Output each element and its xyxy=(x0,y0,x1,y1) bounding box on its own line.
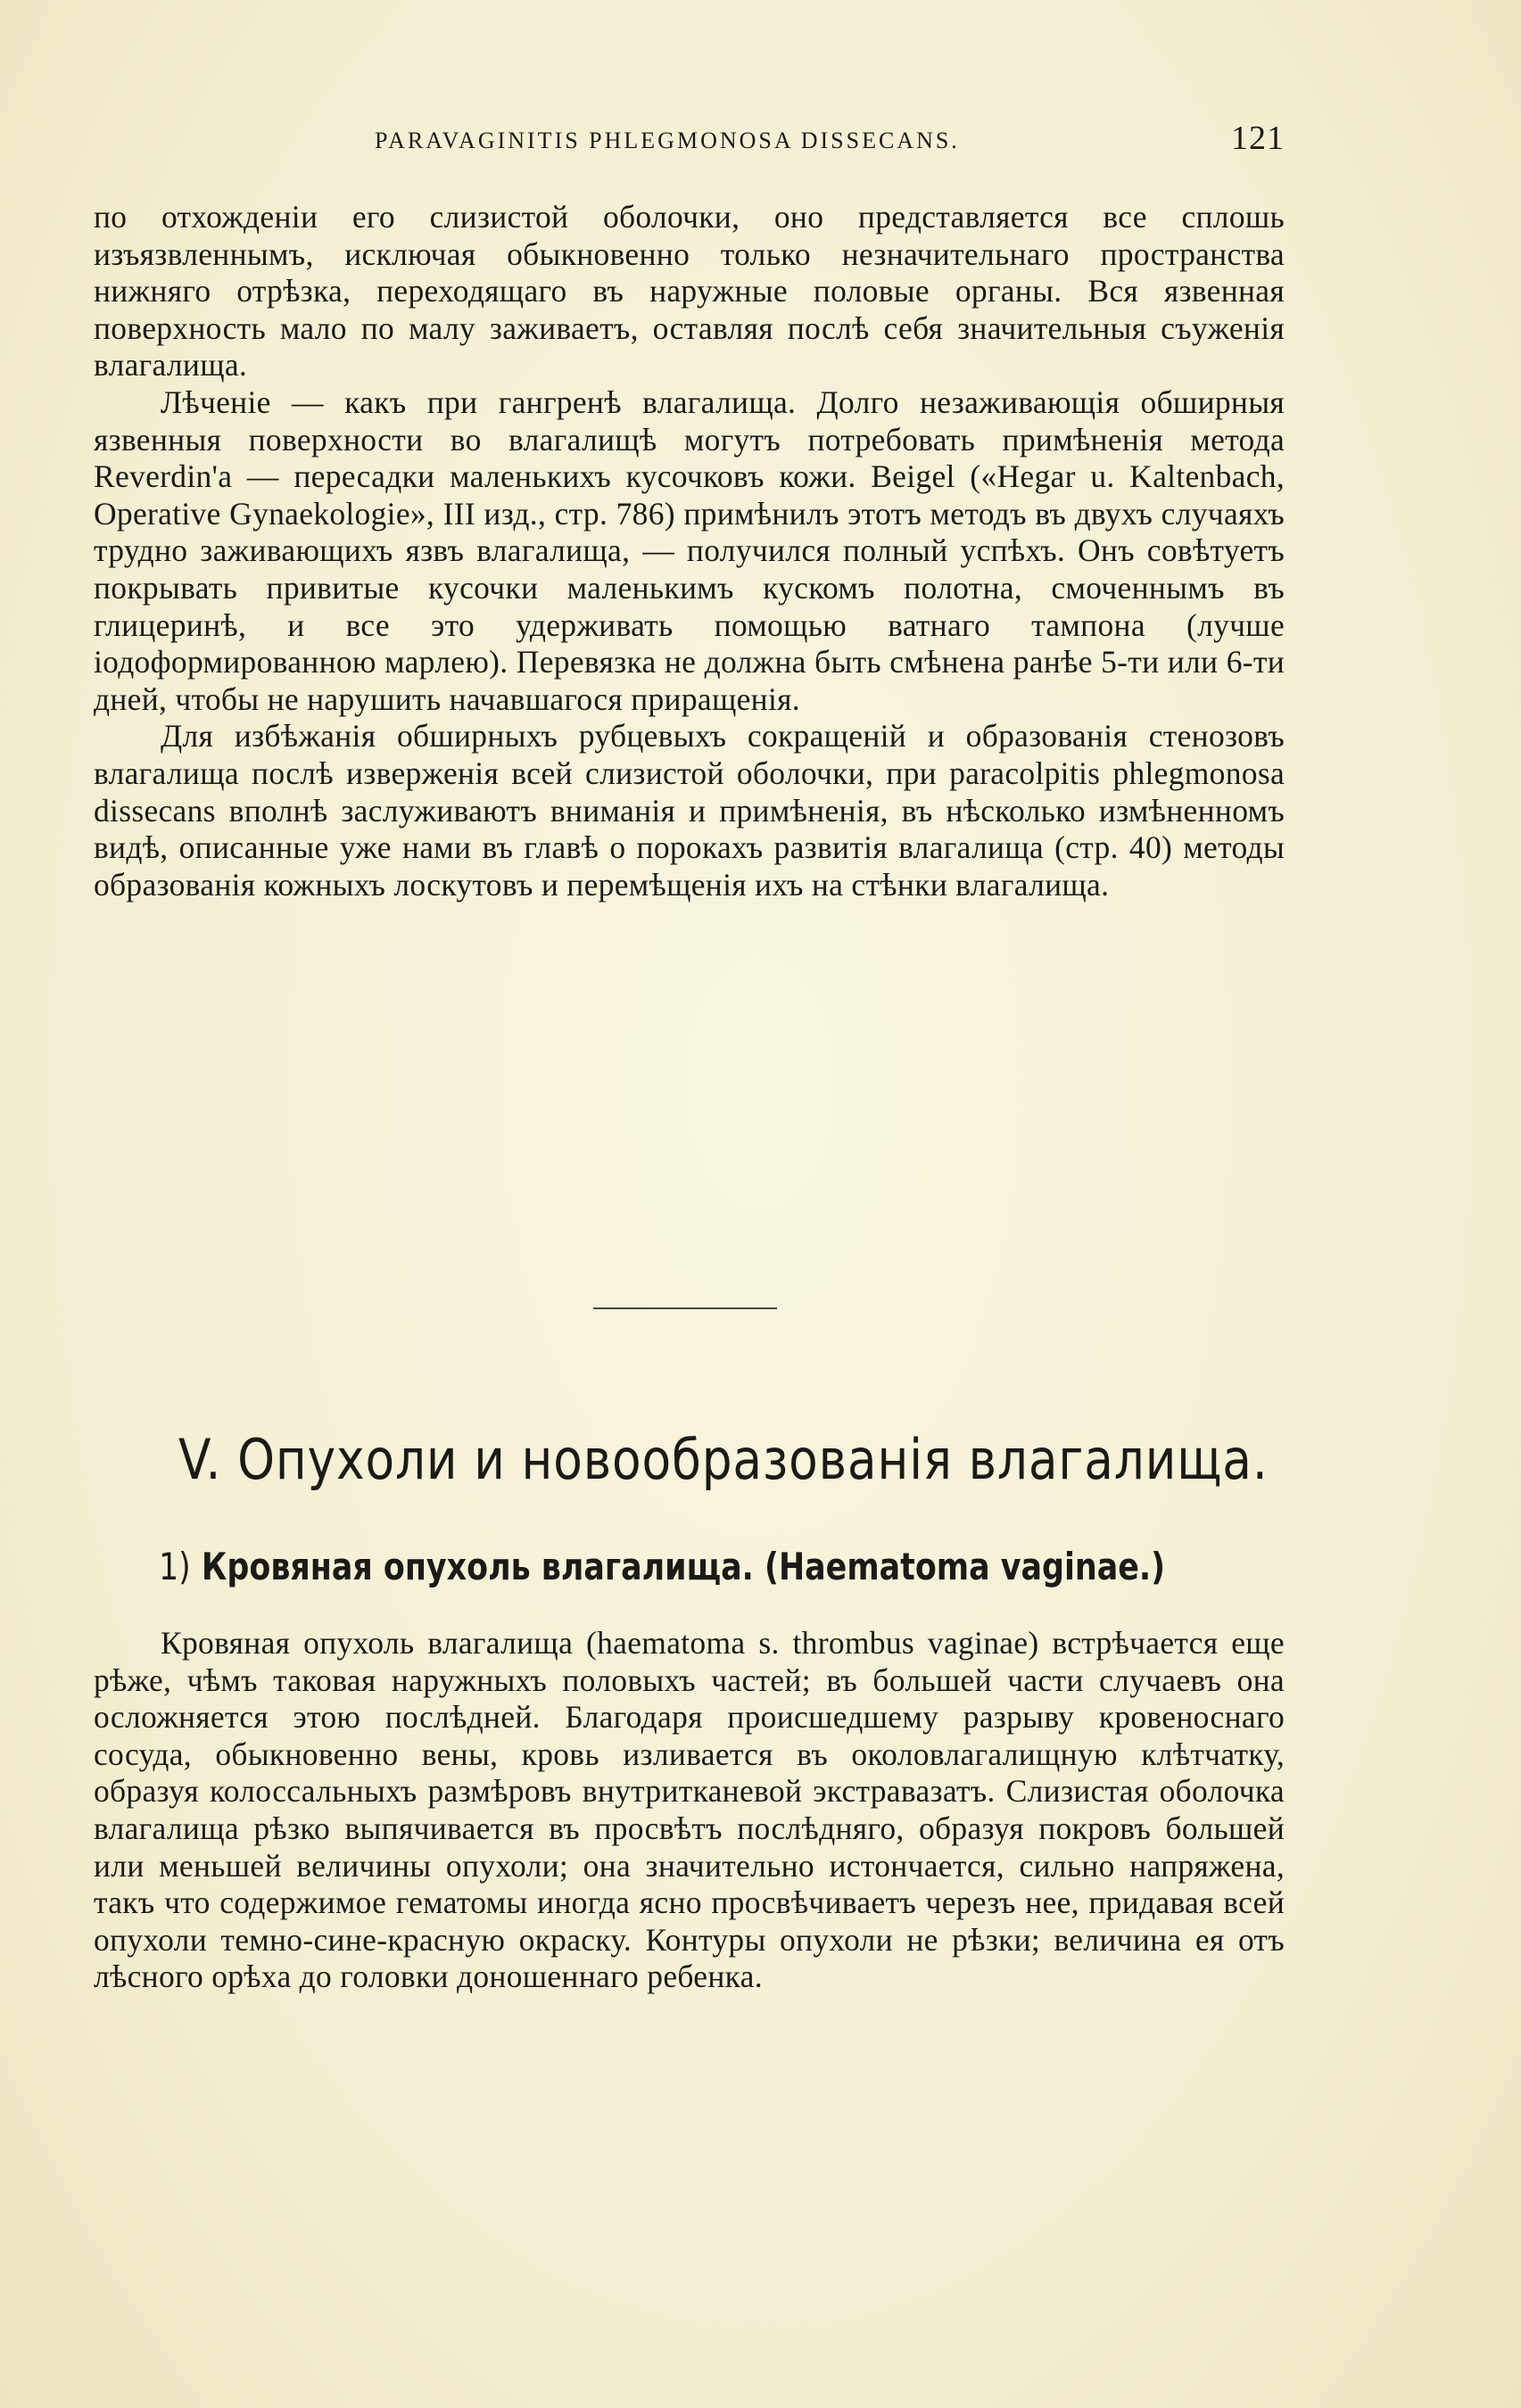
paragraph-stenosis-prevention: Для избѣжанія обширныхъ рубцевыхъ сокращеній и образованія стенозовъ влагалища послѣ изверженія всей слизистой оболочки, при paracolpitis phlegmonosa dissecans вполнѣ заслуживаютъ вниманія и примѣненія, въ нѣсколько измѣненномъ видѣ, описанные уже нами въ главѣ о порокахъ развитія влагалища (стр. 40) методы образованія кожныхъ лоскутовъ и перемѣщенія ихъ на стѣнки влагалища. xyxy=(94,718,1285,903)
section-title: Кровяная опухоль влагалища. (Haematoma vaginae.) xyxy=(201,1545,1166,1588)
section-number: 1) xyxy=(159,1545,191,1588)
paragraph-treatment: Лѣченіе — какъ при гангренѣ влагалища. Долго незаживающія обширныя язвенныя поверхности во влагалищѣ могутъ потребовать примѣненія метода Reverdin'а — пересадки маленькихъ кусочковъ кожи. Beigel («Hegar u. Kaltenbach, Operative Gynaekologie», III изд., стр. 786) примѣнилъ этотъ методъ въ двухъ случаяхъ трудно заживающихъ язвъ влагалища, — получился полный успѣхъ. Онъ совѣтуетъ покрывать привитые кусочки маленькимъ кускомъ полотна, смоченнымъ въ глицеринѣ, и все это удерживать помощью ватнаго тампона (лучше іодоформированною марлею). Перевязка не должна быть смѣнена ранѣе 5-ти или 6-ти дней, чтобы не нарушить начавшагося приращенія. xyxy=(94,383,1285,717)
page-number: 121 xyxy=(1231,120,1285,157)
text-block-haematoma xyxy=(94,1625,1285,1996)
chapter-heading: V. Опухоли и новообразованія влагалища. xyxy=(178,1427,1269,1492)
section-divider xyxy=(593,1307,777,1309)
text-block-continuation xyxy=(94,199,1285,903)
section-heading xyxy=(159,1545,1165,1588)
paragraph-ulceration: по отхожденіи его слизистой оболочки, оно представляется все сплошь изъязвленнымъ, исключая обыкновенно только незначительнаго пространства нижняго отрѣзка, переходящаго въ наружные половые органы. Вся язвенная поверхность мало по малу заживаетъ, оставляя послѣ себя значительныя съуженія влагалища. xyxy=(94,199,1285,383)
running-head xyxy=(94,119,1285,163)
running-title: PARAVAGINITIS PHLEGMONOSA DISSECANS. xyxy=(375,128,960,153)
paragraph-haematoma: Кровяная опухоль влагалища (haematoma s. thrombus vaginae) встрѣчается еще рѣже, чѣмъ таковая наружныхъ половыхъ частей; въ большей части случаевъ она осложняется этою послѣдней. Благодаря происшедшему разрыву кровеноснаго сосуда, обыкновенно вены, кровь изливается въ околовлагалищную клѣтчатку, образуя колоссальныхъ размѣровъ внутритканевой экстравазатъ. Слизистая оболочка влагалища рѣзко выпячивается въ просвѣтъ послѣдняго, образуя покровъ большей или меньшей величины опухоли; она значительно истончается, сильно напряжена, такъ что содержимое гематомы иногда ясно просвѣчиваетъ черезъ нее, придавая всей опухоли темно-сине-красную окраску. Контуры опухоли не рѣзки; величина ея отъ лѣсного орѣха до головки доношеннаго ребенка. xyxy=(94,1625,1285,1995)
